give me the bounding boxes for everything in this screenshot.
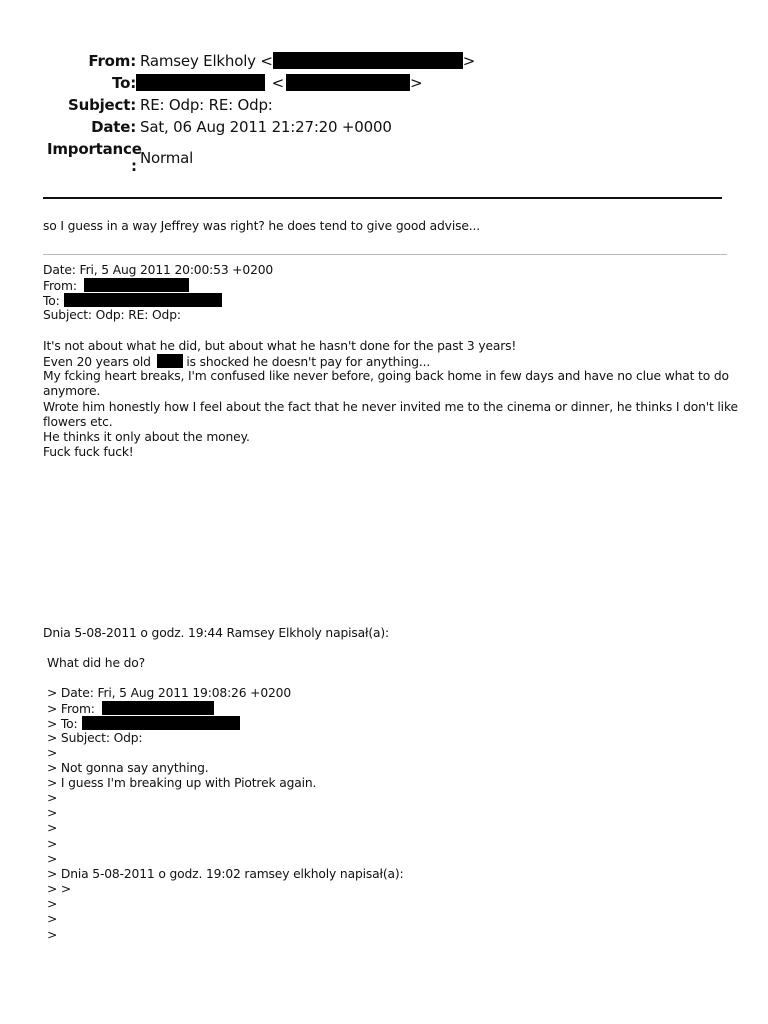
quoted2-intro2: > Dnia 5-08-2011 o godz. 19:02 ramsey elkholy napisał(a): bbox=[47, 867, 404, 881]
quoted1-subject: Subject: Odp: RE: Odp: bbox=[43, 308, 181, 322]
quoted2-gt: > bbox=[47, 821, 58, 835]
quoted1-line6: flowers etc. bbox=[43, 415, 113, 429]
quoted1-from-label: From: bbox=[43, 279, 77, 293]
reply-divider bbox=[43, 254, 727, 255]
quoted2-from bbox=[47, 701, 214, 717]
quoted2-subject: > Subject: Odp: bbox=[47, 731, 143, 745]
date-value: Sat, 06 Aug 2011 21:27:20 +0000 bbox=[140, 118, 392, 136]
quoted1-line2b: is shocked he doesn't pay for anything... bbox=[186, 355, 431, 369]
header-divider bbox=[43, 197, 722, 199]
quoted2-gt: > bbox=[47, 912, 58, 926]
quoted2-gt: > bbox=[47, 928, 58, 942]
quoted1-to-label: To: bbox=[43, 294, 60, 308]
quoted2-line1: > Not gonna say anything. bbox=[47, 761, 209, 775]
quoted2-line2: > I guess I'm breaking up with Piotrek again. bbox=[47, 776, 317, 790]
quoted2-intro: Dnia 5-08-2011 o godz. 19:44 Ramsey Elkholy napisał(a): bbox=[43, 626, 390, 640]
reply-text: so I guess in a way Jeffrey was right? he does tend to give good advise... bbox=[43, 219, 481, 233]
from-name: Ramsey Elkholy < bbox=[140, 52, 273, 70]
quoted2-gt: > bbox=[47, 746, 58, 760]
quoted1-date: Date: Fri, 5 Aug 2011 20:00:53 +0200 bbox=[43, 263, 274, 277]
quoted1-line1: It's not about what he did, but about what he hasn't done for the past 3 years! bbox=[43, 339, 517, 353]
redaction-bar bbox=[286, 74, 410, 91]
to-lt: < bbox=[271, 74, 284, 92]
from-close: > bbox=[462, 52, 476, 70]
redaction-bar bbox=[102, 701, 214, 715]
redaction-bar bbox=[273, 52, 463, 69]
date-label: Date: bbox=[91, 118, 136, 136]
from-value bbox=[140, 52, 475, 70]
quoted1-line3: My fcking heart breaks, I'm confused like never before, going back home in few days and have no clue what to do bbox=[43, 369, 729, 383]
to-value bbox=[136, 74, 422, 92]
quoted2-from-label: > From: bbox=[47, 702, 95, 716]
quoted1-to bbox=[43, 293, 222, 309]
quoted1-line4: anymore. bbox=[43, 384, 101, 398]
quoted2-gt: > bbox=[47, 837, 58, 851]
quoted2-gtgt: > > bbox=[47, 882, 72, 896]
quoted2-gt: > bbox=[47, 897, 58, 911]
quoted1-line2 bbox=[43, 354, 430, 370]
quoted1-line7: He thinks it only about the money. bbox=[43, 430, 250, 444]
quoted1-line2a: Even 20 years old bbox=[43, 355, 151, 369]
quoted2-gt: > bbox=[47, 852, 58, 866]
quoted2-to bbox=[47, 716, 240, 732]
importance-label: Importance bbox=[47, 140, 142, 158]
quoted2-gt: > bbox=[47, 791, 58, 805]
quoted2-date: > Date: Fri, 5 Aug 2011 19:08:26 +0200 bbox=[47, 686, 292, 700]
redaction-bar bbox=[136, 74, 265, 91]
to-label: To: bbox=[112, 74, 136, 92]
subject-label: Subject: bbox=[68, 96, 136, 114]
quoted1-line5: Wrote him honestly how I feel about the fact that he never invited me to the cinema or dinner, he thinks I don't like bbox=[43, 400, 738, 414]
from-label: From: bbox=[88, 52, 136, 70]
subject-value: RE: Odp: RE: Odp: bbox=[140, 96, 273, 114]
quoted1-from bbox=[43, 278, 189, 294]
quoted2-gt: > bbox=[47, 806, 58, 820]
quoted1-line8: Fuck fuck fuck! bbox=[43, 445, 134, 459]
to-close: > bbox=[409, 74, 423, 92]
quoted2-to-label: > To: bbox=[47, 717, 78, 731]
redaction-bar bbox=[157, 354, 183, 368]
importance-colon: : bbox=[131, 157, 137, 175]
importance-value: Normal bbox=[140, 149, 194, 167]
quoted2-question: What did he do? bbox=[47, 656, 146, 670]
redaction-bar bbox=[82, 716, 240, 730]
redaction-bar bbox=[84, 278, 189, 292]
redaction-bar bbox=[64, 293, 222, 307]
